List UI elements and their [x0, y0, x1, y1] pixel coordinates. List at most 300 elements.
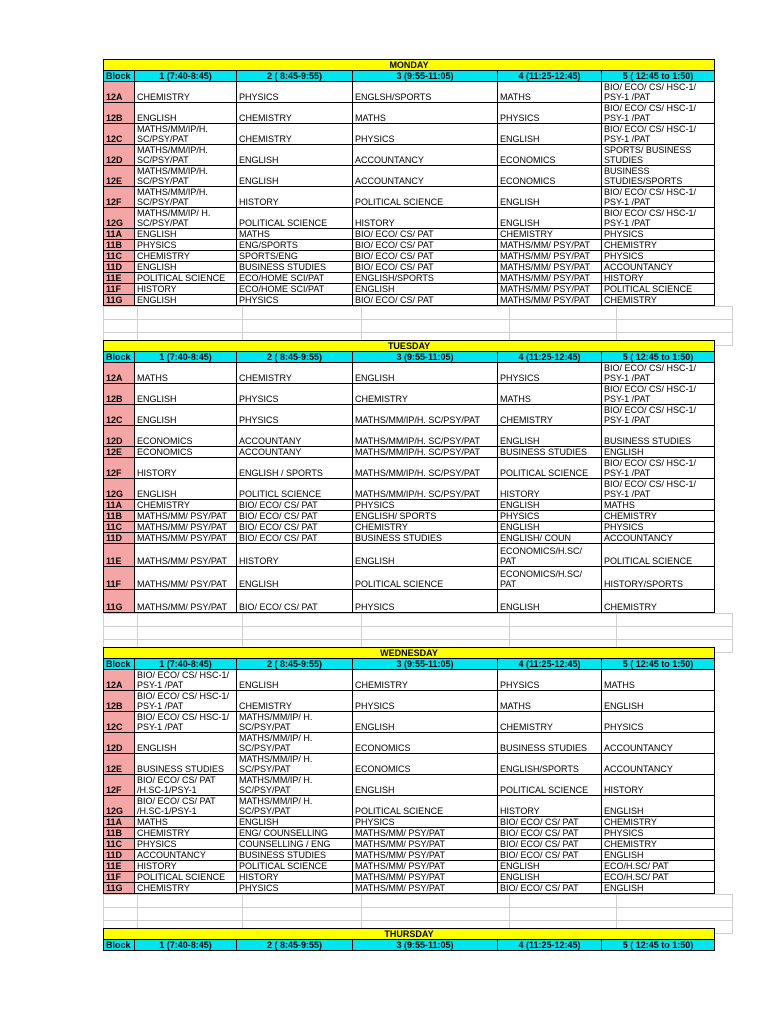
class-block-label: 11D	[104, 262, 135, 273]
subject-cell: ACCOUNTANCY	[602, 754, 715, 775]
period-header: 5 ( 12:45 to 1:50)	[602, 940, 715, 951]
table-row	[104, 229, 715, 240]
subject-cell: MATHS	[498, 384, 602, 405]
subject-cell: ENG/SPORTS	[237, 240, 353, 251]
subject-cell: MATHS/MM/IP/ H. SC/PSY/PAT	[135, 208, 237, 229]
class-block-label: 12B	[104, 384, 135, 405]
table-row	[104, 426, 715, 447]
subject-cell: PHYSICS	[135, 240, 237, 251]
subject-cell: BIO/ ECO/ CS/ HSC-1/ PSY-1 /PAT	[135, 691, 237, 712]
subject-cell: ECO/HOME SCI/PAT	[237, 273, 353, 284]
class-block-label: 12E	[104, 754, 135, 775]
subject-cell: POLITICAL SCIENCE	[602, 544, 715, 567]
subject-cell: POLITICAL SCIENCE	[135, 872, 237, 883]
table-row	[104, 850, 715, 861]
period-header: 2 ( 8:45-9:55)	[237, 352, 353, 363]
table-row	[104, 754, 715, 775]
subject-cell: ECO/HOME SCI/PAT	[237, 284, 353, 295]
table-row	[104, 828, 715, 839]
table-row	[104, 544, 715, 567]
class-block-label: 11B	[104, 511, 135, 522]
subject-cell: CHEMISTRY	[602, 295, 715, 306]
subject-cell: HISTORY	[135, 861, 237, 872]
subject-cell: ENGLISH	[353, 284, 498, 295]
subject-cell: CHEMISTRY	[353, 384, 498, 405]
subject-cell: ENGLISH	[237, 166, 353, 187]
subject-cell: ECONOMICS/H.SC/ PAT	[498, 544, 602, 567]
subject-cell: ENGLISH	[237, 567, 353, 590]
subject-cell: HISTORY	[498, 479, 602, 500]
subject-cell: HISTORY	[602, 273, 715, 284]
subject-cell: ENGLISH/ COUN	[498, 533, 602, 544]
subject-cell: MATHS/MM/ PSY/PAT	[498, 273, 602, 284]
table-row	[104, 187, 715, 208]
table-row	[104, 500, 715, 511]
subject-cell: HISTORY	[135, 458, 237, 479]
subject-cell: MATHS/MM/IP/ H. SC/PSY/PAT	[237, 733, 353, 754]
subject-cell: BUSINESS STUDIES	[498, 447, 602, 458]
subject-cell: ENGLISH	[602, 691, 715, 712]
subject-cell: MATHS/MM/ PSY/PAT	[353, 828, 498, 839]
subject-cell: MATHS/MM/ PSY/PAT	[135, 522, 237, 533]
class-block-label: 12F	[104, 187, 135, 208]
subject-cell: MATHS/MM/ PSY/PAT	[135, 533, 237, 544]
subject-cell: ECONOMICS	[135, 426, 237, 447]
class-block-label: 11C	[104, 522, 135, 533]
class-block-label: 11E	[104, 544, 135, 567]
subject-cell: MATHS/MM/ PSY/PAT	[353, 850, 498, 861]
class-block-label: 11G	[104, 295, 135, 306]
subject-cell: ENGLISH	[353, 544, 498, 567]
subject-cell: MATHS/MM/ PSY/PAT	[135, 590, 237, 613]
day-table-thursday	[103, 928, 715, 951]
subject-cell: PHYSICS	[135, 839, 237, 850]
subject-cell: MATHS/MM/ PSY/PAT	[353, 861, 498, 872]
subject-cell: CHEMISTRY	[237, 124, 353, 145]
period-header: 2 ( 8:45-9:55)	[237, 940, 353, 951]
subject-cell: HISTORY	[602, 775, 715, 796]
period-header: 2 ( 8:45-9:55)	[237, 71, 353, 82]
period-header: 4 (11:25-12:45)	[498, 71, 602, 82]
subject-cell: HISTORY	[237, 187, 353, 208]
subject-cell: ACCOUNTANY	[237, 447, 353, 458]
subject-cell: MATHS/MM/IP/H. SC/PSY/PAT	[353, 447, 498, 458]
subject-cell: CHEMISTRY	[602, 839, 715, 850]
subject-cell: ACCOUNTANCY	[353, 166, 498, 187]
class-block-label: 12C	[104, 712, 135, 733]
table-row	[104, 796, 715, 817]
subject-cell: POLITICAL SCIENCE	[237, 208, 353, 229]
subject-cell: CHEMISTRY	[498, 405, 602, 426]
subject-cell: ENGLISH/ SPORTS	[353, 511, 498, 522]
subject-cell: POLITICAL SCIENCE	[237, 861, 353, 872]
subject-cell: MATHS	[498, 82, 602, 103]
subject-cell: ACCOUNTANY	[237, 426, 353, 447]
subject-cell: ECONOMICS	[498, 166, 602, 187]
subject-cell: MATHS/MM/IP/H. SC/PSY/PAT	[353, 479, 498, 500]
subject-cell: CHEMISTRY	[498, 229, 602, 240]
class-block-label: 11F	[104, 872, 135, 883]
class-block-label: 12D	[104, 733, 135, 754]
subject-cell: ECONOMICS	[135, 447, 237, 458]
subject-cell: BIO/ ECO/ CS/ HSC-1/ PSY-1 /PAT	[602, 124, 715, 145]
day-table-monday	[103, 59, 715, 306]
subject-cell: ENGLISH	[135, 103, 237, 124]
spacer-grid	[103, 613, 714, 647]
subject-cell: ENGLISH	[498, 872, 602, 883]
subject-cell: HISTORY/SPORTS	[602, 567, 715, 590]
block-header: Block	[104, 659, 135, 670]
subject-cell: ECONOMICS	[353, 754, 498, 775]
subject-cell: ENGLISH	[135, 295, 237, 306]
subject-cell: POLITICAL SCIENCE	[498, 775, 602, 796]
table-row	[104, 82, 715, 103]
subject-cell: ENGLISH	[498, 208, 602, 229]
subject-cell: MATHS/MM/IP/ H. SC/PSY/PAT	[237, 775, 353, 796]
class-block-label: 11C	[104, 839, 135, 850]
subject-cell: CHEMISTRY	[353, 670, 498, 691]
subject-cell: MATHS/MM/ PSY/PAT	[498, 251, 602, 262]
table-row	[104, 166, 715, 187]
class-block-label: 11A	[104, 229, 135, 240]
subject-cell: BIO/ ECO/ CS/ PAT /H.SC-1/PSY-1	[135, 775, 237, 796]
subject-cell: POLITICL SCIENCE	[237, 479, 353, 500]
subject-cell: MATHS/MM/IP/H. SC/PSY/PAT	[135, 166, 237, 187]
subject-cell: POLITICAL SCIENCE	[353, 187, 498, 208]
subject-cell: MATHS/MM/ PSY/PAT	[353, 883, 498, 894]
subject-cell: MATHS/MM/ PSY/PAT	[135, 511, 237, 522]
class-block-label: 12G	[104, 479, 135, 500]
subject-cell: MATHS/MM/IP/H. SC/PSY/PAT	[353, 458, 498, 479]
class-block-label: 11G	[104, 590, 135, 613]
subject-cell: ECONOMICS	[498, 145, 602, 166]
day-title: TUESDAY	[104, 341, 715, 352]
subject-cell: PHYSICS	[353, 500, 498, 511]
table-row	[104, 872, 715, 883]
table-row	[104, 284, 715, 295]
subject-cell: BIO/ ECO/ CS/ HSC-1/ PSY-1 /PAT	[602, 458, 715, 479]
subject-cell: ENGLISH	[498, 522, 602, 533]
subject-cell: MATHS/MM/IP/H. SC/PSY/PAT	[135, 145, 237, 166]
subject-cell: MATHS/MM/IP/H. SC/PSY/PAT	[135, 124, 237, 145]
subject-cell: BIO/ ECO/ CS/ PAT	[237, 500, 353, 511]
subject-cell: PHYSICS	[498, 670, 602, 691]
subject-cell: MATHS/MM/ PSY/PAT	[135, 567, 237, 590]
subject-cell: ACCOUNTANCY	[353, 145, 498, 166]
subject-cell: CHEMISTRY	[602, 817, 715, 828]
subject-cell: ENGLISH	[498, 426, 602, 447]
subject-cell: BIO/ ECO/ CS/ PAT	[353, 262, 498, 273]
table-row	[104, 522, 715, 533]
subject-cell: PHYSICS	[237, 82, 353, 103]
subject-cell: ENGLISH	[498, 500, 602, 511]
table-row	[104, 817, 715, 828]
subject-cell: ENGLISH	[135, 479, 237, 500]
subject-cell: PHYSICS	[602, 251, 715, 262]
subject-cell: BUSINESS STUDIES	[237, 850, 353, 861]
subject-cell: BIO/ ECO/ CS/ PAT	[498, 839, 602, 850]
table-row	[104, 208, 715, 229]
table-row	[104, 262, 715, 273]
subject-cell: CHEMISTRY	[135, 82, 237, 103]
class-block-label: 11D	[104, 533, 135, 544]
period-header: 5 ( 12:45 to 1:50)	[602, 71, 715, 82]
class-block-label: 12A	[104, 670, 135, 691]
class-block-label: 12A	[104, 363, 135, 384]
subject-cell: CHEMISTRY	[498, 712, 602, 733]
subject-cell: ENGLISH	[498, 124, 602, 145]
subject-cell: BIO/ ECO/ CS/ PAT	[237, 590, 353, 613]
subject-cell: MATHS/MM/IP/H. SC/PSY/PAT	[353, 426, 498, 447]
subject-cell: MATHS/MM/ PSY/PAT	[353, 839, 498, 850]
subject-cell: HISTORY	[237, 544, 353, 567]
class-block-label: 11D	[104, 850, 135, 861]
subject-cell: BIO/ ECO/ CS/ PAT /H.SC-1/PSY-1	[135, 796, 237, 817]
subject-cell: PHYSICS	[498, 511, 602, 522]
subject-cell: ECO/H.SC/ PAT	[602, 861, 715, 872]
table-row	[104, 405, 715, 426]
subject-cell: BUSINESS STUDIES	[498, 733, 602, 754]
subject-cell: ENGLISH	[135, 384, 237, 405]
subject-cell: MATHS	[602, 500, 715, 511]
class-block-label: 11C	[104, 251, 135, 262]
table-row	[104, 712, 715, 733]
period-header: 3 (9:55-11:05)	[353, 659, 498, 670]
class-block-label: 12C	[104, 405, 135, 426]
subject-cell: ENGLISH	[602, 850, 715, 861]
table-row	[104, 103, 715, 124]
class-block-label: 11E	[104, 861, 135, 872]
subject-cell: MATHS/MM/ PSY/PAT	[498, 262, 602, 273]
class-block-label: 12B	[104, 103, 135, 124]
subject-cell: PHYSICS	[602, 828, 715, 839]
subject-cell: PHYSICS	[353, 817, 498, 828]
period-header: 2 ( 8:45-9:55)	[237, 659, 353, 670]
period-header: 1 (7:40-8:45)	[135, 940, 237, 951]
period-header: 3 (9:55-11:05)	[353, 940, 498, 951]
subject-cell: BIO/ ECO/ CS/ HSC-1/ PSY-1 /PAT	[602, 405, 715, 426]
subject-cell: MATHS	[135, 363, 237, 384]
subject-cell: BIO/ ECO/ CS/ HSC-1/ PSY-1 /PAT	[602, 363, 715, 384]
subject-cell: ENGLISH	[237, 817, 353, 828]
subject-cell: HISTORY	[353, 208, 498, 229]
block-header: Block	[104, 940, 135, 951]
subject-cell: ECO/H.SC/ PAT	[602, 872, 715, 883]
table-row	[104, 384, 715, 405]
class-block-label: 12G	[104, 796, 135, 817]
subject-cell: BIO/ ECO/ CS/ HSC-1/ PSY-1 /PAT	[602, 82, 715, 103]
subject-cell: MATHS/MM/ PSY/PAT	[498, 240, 602, 251]
day-title: MONDAY	[104, 60, 715, 71]
subject-cell: PHYSICS	[237, 295, 353, 306]
subject-cell: BUSINESS STUDIES	[602, 426, 715, 447]
table-row	[104, 861, 715, 872]
subject-cell: BIO/ ECO/ CS/ HSC-1/ PSY-1 /PAT	[602, 187, 715, 208]
subject-cell: BUSINESS STUDIES	[237, 262, 353, 273]
subject-cell: ENGLISH	[135, 229, 237, 240]
subject-cell: PHYSICS	[498, 363, 602, 384]
subject-cell: MATHS	[237, 229, 353, 240]
period-header: 4 (11:25-12:45)	[498, 352, 602, 363]
table-row	[104, 590, 715, 613]
class-block-label: 11B	[104, 240, 135, 251]
timetable-sheet	[103, 59, 714, 951]
subject-cell: ENGLISH	[353, 712, 498, 733]
subject-cell: COUNSELLING / ENG	[237, 839, 353, 850]
table-row	[104, 567, 715, 590]
class-block-label: 12D	[104, 145, 135, 166]
subject-cell: CHEMISTRY	[135, 828, 237, 839]
subject-cell: ACCOUNTANCY	[602, 533, 715, 544]
class-block-label: 11B	[104, 828, 135, 839]
subject-cell: PHYSICS	[237, 405, 353, 426]
subject-cell: CHEMISTRY	[135, 500, 237, 511]
table-row	[104, 511, 715, 522]
subject-cell: PHYSICS	[602, 229, 715, 240]
subject-cell: POLITICAL SCIENCE	[602, 284, 715, 295]
table-row	[104, 273, 715, 284]
table-row	[104, 447, 715, 458]
table-row	[104, 458, 715, 479]
class-block-label: 12A	[104, 82, 135, 103]
day-title: WEDNESDAY	[104, 648, 715, 659]
subject-cell: CHEMISTRY	[602, 240, 715, 251]
table-row	[104, 533, 715, 544]
subject-cell: ENGLISH	[602, 796, 715, 817]
subject-cell: BIO/ ECO/ CS/ PAT	[498, 850, 602, 861]
period-header: 3 (9:55-11:05)	[353, 352, 498, 363]
subject-cell: BIO/ ECO/ CS/ PAT	[353, 295, 498, 306]
subject-cell: CHEMISTRY	[602, 590, 715, 613]
subject-cell: ENGLISH	[498, 861, 602, 872]
subject-cell: BIO/ ECO/ CS/ HSC-1/ PSY-1 /PAT	[135, 670, 237, 691]
subject-cell: BIO/ ECO/ CS/ PAT	[353, 251, 498, 262]
table-row	[104, 295, 715, 306]
subject-cell: PHYSICS	[602, 712, 715, 733]
subject-cell: BIO/ ECO/ CS/ HSC-1/ PSY-1 /PAT	[602, 103, 715, 124]
subject-cell: POLITICAL SCIENCE	[135, 273, 237, 284]
table-row	[104, 691, 715, 712]
subject-cell: BIO/ ECO/ CS/ PAT	[237, 511, 353, 522]
period-header: 4 (11:25-12:45)	[498, 659, 602, 670]
table-row	[104, 479, 715, 500]
spacer-grid	[103, 894, 714, 928]
class-block-label: 12D	[104, 426, 135, 447]
subject-cell: BIO/ ECO/ CS/ PAT	[237, 522, 353, 533]
subject-cell: SPORTS/ BUSINESS STUDIES	[602, 145, 715, 166]
subject-cell: POLITICAL SCIENCE	[353, 796, 498, 817]
subject-cell: MATHS/MM/ PSY/PAT	[135, 544, 237, 567]
subject-cell: POLITICAL SCIENCE	[498, 458, 602, 479]
day-title: THURSDAY	[104, 929, 715, 940]
class-block-label: 12B	[104, 691, 135, 712]
subject-cell: BIO/ ECO/ CS/ HSC-1/ PSY-1 /PAT	[602, 479, 715, 500]
subject-cell: POLITICAL SCIENCE	[353, 567, 498, 590]
table-row	[104, 145, 715, 166]
subject-cell: MATHS/MM/ PSY/PAT	[498, 295, 602, 306]
subject-cell: ENGLISH/SPORTS	[498, 754, 602, 775]
subject-cell: ENG/ COUNSELLING	[237, 828, 353, 839]
period-header: 4 (11:25-12:45)	[498, 940, 602, 951]
subject-cell: ENGLISH	[498, 590, 602, 613]
class-block-label: 11A	[104, 500, 135, 511]
table-row	[104, 124, 715, 145]
table-row	[104, 733, 715, 754]
subject-cell: MATHS	[353, 103, 498, 124]
subject-cell: ENGLISH	[237, 145, 353, 166]
subject-cell: PHYSICS	[237, 883, 353, 894]
day-table-wednesday	[103, 647, 715, 894]
subject-cell: ENGLISH	[602, 447, 715, 458]
subject-cell: ENGLISH/SPORTS	[353, 273, 498, 284]
subject-cell: BIO/ ECO/ CS/ PAT	[498, 817, 602, 828]
subject-cell: PHYSICS	[498, 103, 602, 124]
subject-cell: MATHS/MM/IP/ H. SC/PSY/PAT	[237, 754, 353, 775]
class-block-label: 11G	[104, 883, 135, 894]
subject-cell: ENGLISH	[135, 405, 237, 426]
subject-cell: ECONOMICS	[353, 733, 498, 754]
subject-cell: HISTORY	[498, 796, 602, 817]
subject-cell: BIO/ ECO/ CS/ PAT	[353, 240, 498, 251]
subject-cell: CHEMISTRY	[135, 883, 237, 894]
spacer-grid	[103, 306, 714, 340]
subject-cell: BIO/ ECO/ CS/ PAT	[498, 883, 602, 894]
subject-cell: HISTORY	[135, 284, 237, 295]
table-row	[104, 240, 715, 251]
subject-cell: ENGLISH	[135, 262, 237, 273]
subject-cell: PHYSICS	[602, 522, 715, 533]
period-header: 1 (7:40-8:45)	[135, 659, 237, 670]
subject-cell: CHEMISTRY	[602, 511, 715, 522]
subject-cell: SPORTS/ENG	[237, 251, 353, 262]
subject-cell: ENGLSH/SPORTS	[353, 82, 498, 103]
subject-cell: MATHS	[602, 670, 715, 691]
subject-cell: MATHS/MM/IP/H. SC/PSY/PAT	[135, 187, 237, 208]
subject-cell: ENGLISH	[602, 883, 715, 894]
class-block-label: 12E	[104, 166, 135, 187]
subject-cell: BIO/ ECO/ CS/ HSC-1/ PSY-1 /PAT	[602, 384, 715, 405]
period-header: 5 ( 12:45 to 1:50)	[602, 352, 715, 363]
subject-cell: BUSINESS STUDIES	[135, 754, 237, 775]
class-block-label: 11F	[104, 284, 135, 295]
subject-cell: PHYSICS	[353, 124, 498, 145]
block-header: Block	[104, 71, 135, 82]
subject-cell: ACCOUNTANCY	[602, 262, 715, 273]
subject-cell: ACCOUNTANCY	[135, 850, 237, 861]
block-header: Block	[104, 352, 135, 363]
subject-cell: BIO/ ECO/ CS/ HSC-1/ PSY-1 /PAT	[602, 208, 715, 229]
subject-cell: CHEMISTRY	[135, 251, 237, 262]
subject-cell: HISTORY	[237, 872, 353, 883]
subject-cell: PHYSICS	[353, 691, 498, 712]
subject-cell: ACCOUNTANCY	[602, 733, 715, 754]
subject-cell: CHEMISTRY	[353, 522, 498, 533]
table-row	[104, 839, 715, 850]
class-block-label: 11E	[104, 273, 135, 284]
subject-cell: ECONOMICS/H.SC/ PAT	[498, 567, 602, 590]
table-row	[104, 883, 715, 894]
subject-cell: MATHS	[135, 817, 237, 828]
subject-cell: BUSINESS STUDIES/SPORTS	[602, 166, 715, 187]
subject-cell: PHYSICS	[237, 384, 353, 405]
table-row	[104, 251, 715, 262]
subject-cell: ENGLISH	[237, 670, 353, 691]
subject-cell: MATHS/MM/IP/ H. SC/PSY/PAT	[237, 796, 353, 817]
class-block-label: 12G	[104, 208, 135, 229]
period-header: 1 (7:40-8:45)	[135, 352, 237, 363]
subject-cell: MATHS/MM/IP/ H. SC/PSY/PAT	[237, 712, 353, 733]
subject-cell: BIO/ ECO/ CS/ PAT	[353, 229, 498, 240]
